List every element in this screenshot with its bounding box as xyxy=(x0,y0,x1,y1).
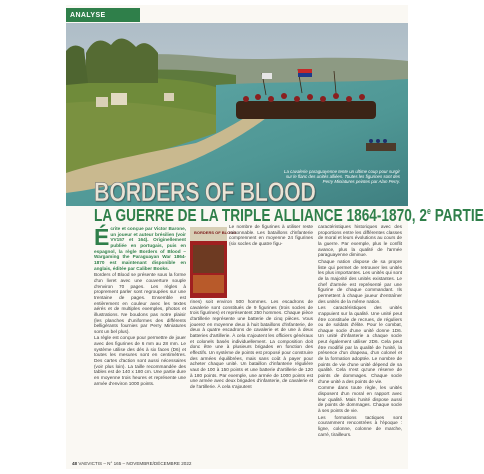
col2-paragraph-1: Le nombre de figurines à utiliser reste raisonnable. Les bataillons d'infanterie comprennent en moyenne 24 figurines (six socles de quatre figu- xyxy=(229,224,313,246)
cover-art-lower xyxy=(193,275,224,293)
cover-art xyxy=(193,245,224,273)
section-label: ANALYSE xyxy=(70,11,106,19)
page-footer xyxy=(72,461,191,466)
subtitle-end: PARTIE xyxy=(430,205,484,225)
column-2-top xyxy=(229,224,313,248)
column-3 xyxy=(318,224,402,438)
col3-paragraph-2: Chaque nation dispose de sa propre liste qui permet de retrouver les unités les plus importantes. Les unités qui sont de la majorité des unités existantes. Le chef d'armée est représenté par une figurine de chaque commandant. Ils permettent à chaque joueur d'entraîner des unités de la même nation. xyxy=(318,258,402,304)
col2-paragraph-2: rines) soit environ 500 hommes. Les escadrons de cavalerie sont constitués de 9 figurines (trois socles de trois figurines) et représentent 250 hommes. Chaque pièce d'artillerie représente une batterie de cinq pièces. Vous jouerez en moyenne deux à huit bataillons d'infanterie, de deux à quatre escadrons de cavalerie et de une à deux batteries d'artillerie. À cela s'ajoutent les officiers généraux et colonels basés individuellement. La composition doit donc être une à plusieurs brigades en fonction des effectifs. Un système de points est proposé pour construire des armées équilibrées, mais sans coût à payer pour acheter chaque unité. Un bataillon d'infanterie régulière vaut de 100 à 150 points et une batterie d'artillerie de 120 à 180 points. Par exemple, une armée de 1000 points est une armée avec deux brigades d'infanterie, de cavalerie et de l'artillerie. À cela s'ajoutent xyxy=(190,299,313,389)
subtitle-main: LA GUERRE DE LA TRIPLE ALLIANCE 1864-1870, 2 xyxy=(94,205,427,225)
col1-paragraph-1: Borders of Blood se présente sous la forme d'un livret avec une couverture souple d'environ 70 pages. Les règles à proprement parler sont regroupées sur une trentaine de pages. Ensemble est entièrement en couleur avec les textes aérés et de multiples exemples, photos et illustrations. Ne boudons pas notre plaisir (les planches d'uniformes des différents belligérants fournies par Perry Miniatures sont un bel plus). xyxy=(94,272,186,334)
section-tab xyxy=(66,8,140,22)
magazine-page xyxy=(66,5,484,469)
column-1 xyxy=(94,226,186,387)
col1-paragraph-2: La règle est conçue pour permettre de jouer avec des figurines de 6 mm au 28 mm. Le système utilise des dés à six faces (D6) et toutes les mesures sont en centimètres. Des cartes d'action sont aussi nécessaires (voir plus loin). La taille recommandée des tables est de 140 x 180 cm. Une partie dure en moyenne trois heures et représente une armée d'environ 1000 points. xyxy=(94,335,186,386)
article-title: BORDERS OF BLOOD xyxy=(94,177,316,207)
col3-paragraph-4: Comme dans toute règle, les unités disposent d'un moral en rapport avec leur qualité. Mais l'unité dispose aussi de points de dommages. Chaque socle à ses points de vie. xyxy=(318,385,402,413)
col3-paragraph-1: caractéristiques historiques avec des proportions entre les différentes classes de moral et leurs évolutions au cours de la guerre. Par exemple, plus le conflit avance, plus la qualité de l'armée paraguayenne diminue. xyxy=(318,224,402,258)
cover-title: BORDERS OF BLOOD xyxy=(194,230,237,235)
subtitle-superscript: e xyxy=(426,206,431,217)
column-2-body xyxy=(190,299,313,391)
article-subtitle xyxy=(94,205,484,226)
drop-cap: É xyxy=(94,224,110,250)
footer-issue: VAEVICTIS – N° 165 – NOVEMBRE/DÉCEMBRE 2022 xyxy=(77,461,192,466)
col3-paragraph-3: Les caractéristiques des unités s'appuient sur la qualité. Une unité peut être constituée de recrues, de réguliers ou de soldats d'élite. Pour le combat, chaque socle d'une unité donne 1D6. Un unité d'infanterie a chaque socle peut également utiliser 2D6. Cela peut être modifié par la qualité de l'unité, la présence d'un drapeau, d'un colonel et de la formation adoptée. Le nombre de points de vie d'une unité dépend de sa qualité. Cela n'est qu'une réserve de points de dommages. Chaque socle d'une unité a des points de vie. xyxy=(318,305,402,384)
photo-caption: La cavalerie paraguayenne tente un ultime coup pour surgir sur le flanc des unités alliées. Toutes les figurines sont des Perry Miniatures peintes par Alan Perry. xyxy=(284,169,400,185)
page-number: 48 xyxy=(72,461,78,466)
lead-text: crite et conçue par Victor Barone, un joueur et auteur brésilien (voir VV157 et 164). Originellement publiée en portugais, puis en espagnol, la règle Borders of Blood – Wargaming the Paraguayan War 1864-1870 est maintenant disponible en anglais, éditée par Caliber Books. xyxy=(94,226,186,271)
lead-paragraph xyxy=(94,226,186,271)
col3-paragraph-5: Les formations tactiques sont couramment rencontrées à l'époque : ligne, colonne, colonne de marche, carré, tirailleurs. xyxy=(318,414,402,437)
rulebook-cover-image xyxy=(190,227,237,298)
